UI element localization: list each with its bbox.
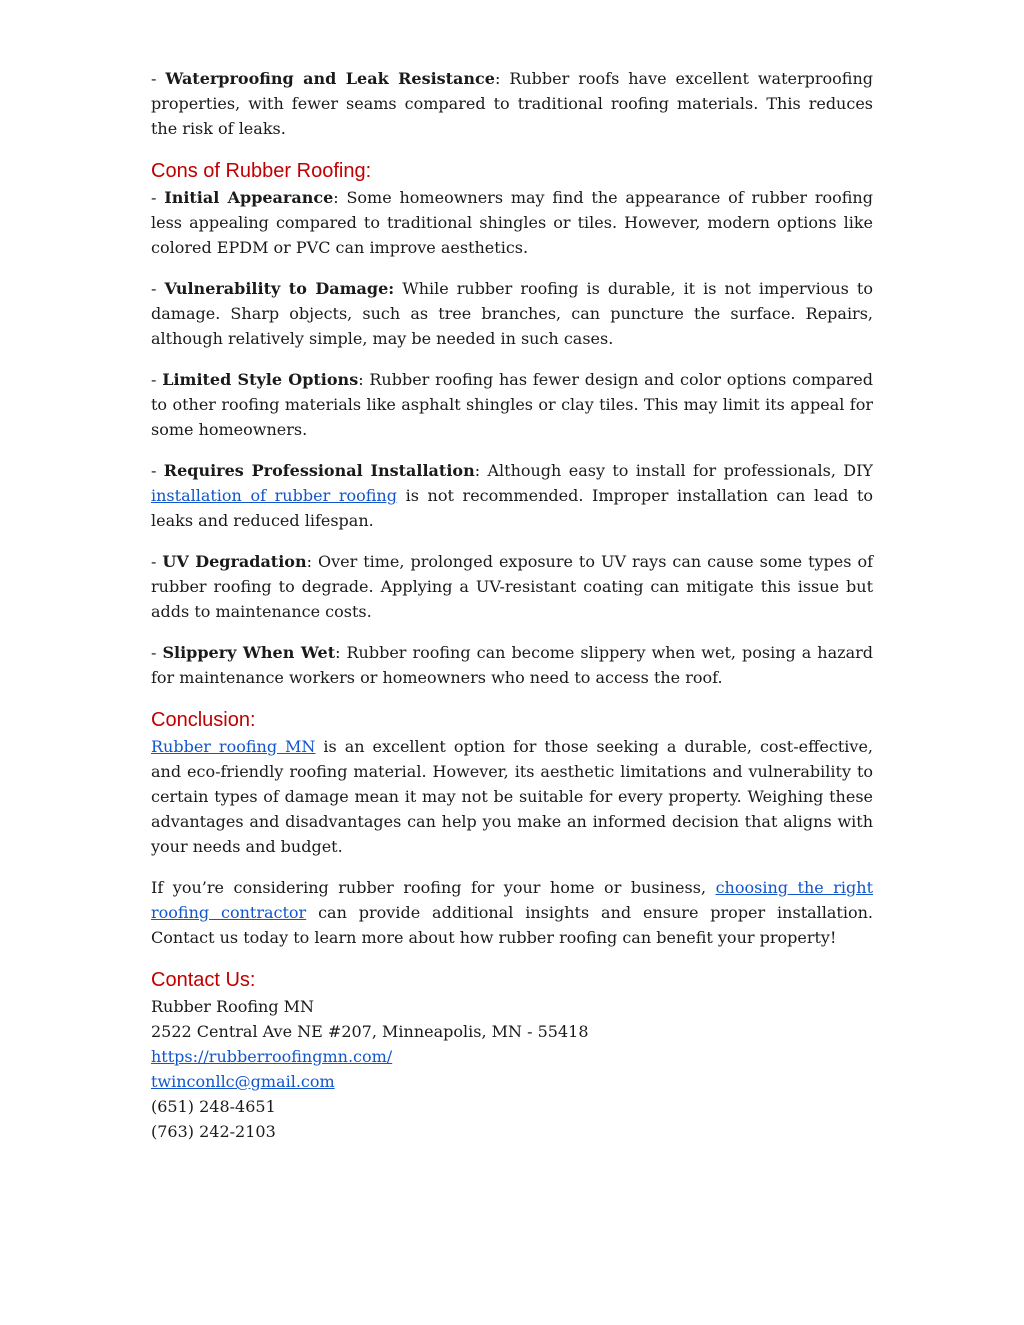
item-term: Vulnerability to Damage:	[164, 279, 395, 298]
choosing-contractor-link[interactable]: choosing the right roofing contractor	[151, 878, 874, 922]
item-dash: -	[151, 279, 165, 298]
rubber-roofing-mn-link[interactable]: Rubber roofing MN	[151, 737, 316, 756]
item-dash: -	[151, 69, 166, 88]
contact-phone-1: (651) 248-4651	[151, 1097, 276, 1116]
con-item-uv-degradation	[151, 549, 873, 624]
con-item-initial-appearance	[151, 185, 873, 260]
item-text: : Rubber roofing can become slippery when wet, posing a hazard for maintenance workers or homeowners who need to access the roof.	[151, 643, 874, 687]
email-link[interactable]: twinconllc@gmail.com	[151, 1072, 335, 1091]
item-term: Waterproofing and Leak Resistance	[165, 69, 495, 88]
item-text: : Rubber roofs have excellent waterproofing properties, with fewer seams compared to traditional roofing materials. This reduces the risk of leaks.	[151, 69, 873, 138]
item-term: Limited Style Options	[162, 370, 359, 389]
item-term: Requires Professional Installation	[163, 461, 475, 480]
paragraph-text: If you’re considering rubber roofing for your home or business,	[151, 878, 716, 897]
item-text: While rubber roofing is durable, it is not impervious to damage. Sharp objects, such as tree branches, can puncture the surface. Repairs, although relatively simple, may be needed in such cases.	[151, 279, 873, 348]
item-term: Slippery When Wet	[162, 643, 336, 662]
contact-phone-2: (763) 242-2103	[151, 1122, 276, 1141]
item-text: : Rubber roofing has fewer design and color options compared to other roofing materials like asphalt shingles or clay tiles. This may limit its appeal for some homeowners.	[151, 370, 874, 439]
item-dash: -	[151, 188, 165, 207]
con-item-limited-style	[151, 367, 873, 442]
pro-item-waterproofing	[151, 66, 873, 141]
website-link[interactable]: https://rubberroofingmn.com/	[151, 1047, 393, 1066]
con-item-vulnerability	[151, 276, 873, 351]
con-item-slippery	[151, 640, 873, 690]
item-dash: -	[151, 461, 164, 480]
conclusion-heading: Conclusion:	[151, 709, 256, 731]
item-text: : Over time, prolonged exposure to UV rays can cause some types of rubber roofing to degrade. Applying a UV-resistant coating can mitigate this issue but adds to maintenance costs.	[151, 552, 873, 621]
item-dash: -	[151, 552, 163, 571]
item-dash: -	[151, 370, 163, 389]
item-term: UV Degradation	[162, 552, 307, 571]
contact-company: Rubber Roofing MN	[151, 997, 315, 1016]
conclusion-paragraph-2	[151, 875, 873, 950]
contact-block	[151, 994, 873, 1144]
contact-heading: Contact Us:	[151, 969, 256, 991]
item-text: is not recommended. Improper installation can lead to leaks and reduced lifespan.	[151, 486, 874, 530]
contact-address: 2522 Central Ave NE #207, Minneapolis, MN - 55418	[151, 1022, 589, 1041]
item-text: : Although easy to install for professionals, DIY	[474, 461, 873, 480]
conclusion-paragraph-1	[151, 734, 873, 859]
item-text: : Some homeowners may find the appearance of rubber roofing less appealing compared to traditional shingles or tiles. However, modern options like colored EPDM or PVC can improve aesthetics.	[151, 188, 873, 257]
item-term: Initial Appearance	[164, 188, 334, 207]
paragraph-text: can provide additional insights and ensure proper installation. Contact us today to learn more about how rubber roofing can benefit your property!	[151, 903, 873, 947]
installation-link[interactable]: installation of rubber roofing	[151, 486, 397, 505]
paragraph-text: is an excellent option for those seeking a durable, cost-effective, and eco-friendly roofing material. However, its aesthetic limitations and vulnerability to certain types of damage mean it may not be suitable for every property. Weighing these advantages and disadvantages can help you make an informed decision that aligns with your needs and budget.	[151, 737, 874, 856]
item-dash: -	[151, 643, 163, 662]
con-item-professional-installation	[151, 458, 873, 533]
document-page	[151, 66, 873, 1144]
cons-heading: Cons of Rubber Roofing:	[151, 160, 372, 182]
